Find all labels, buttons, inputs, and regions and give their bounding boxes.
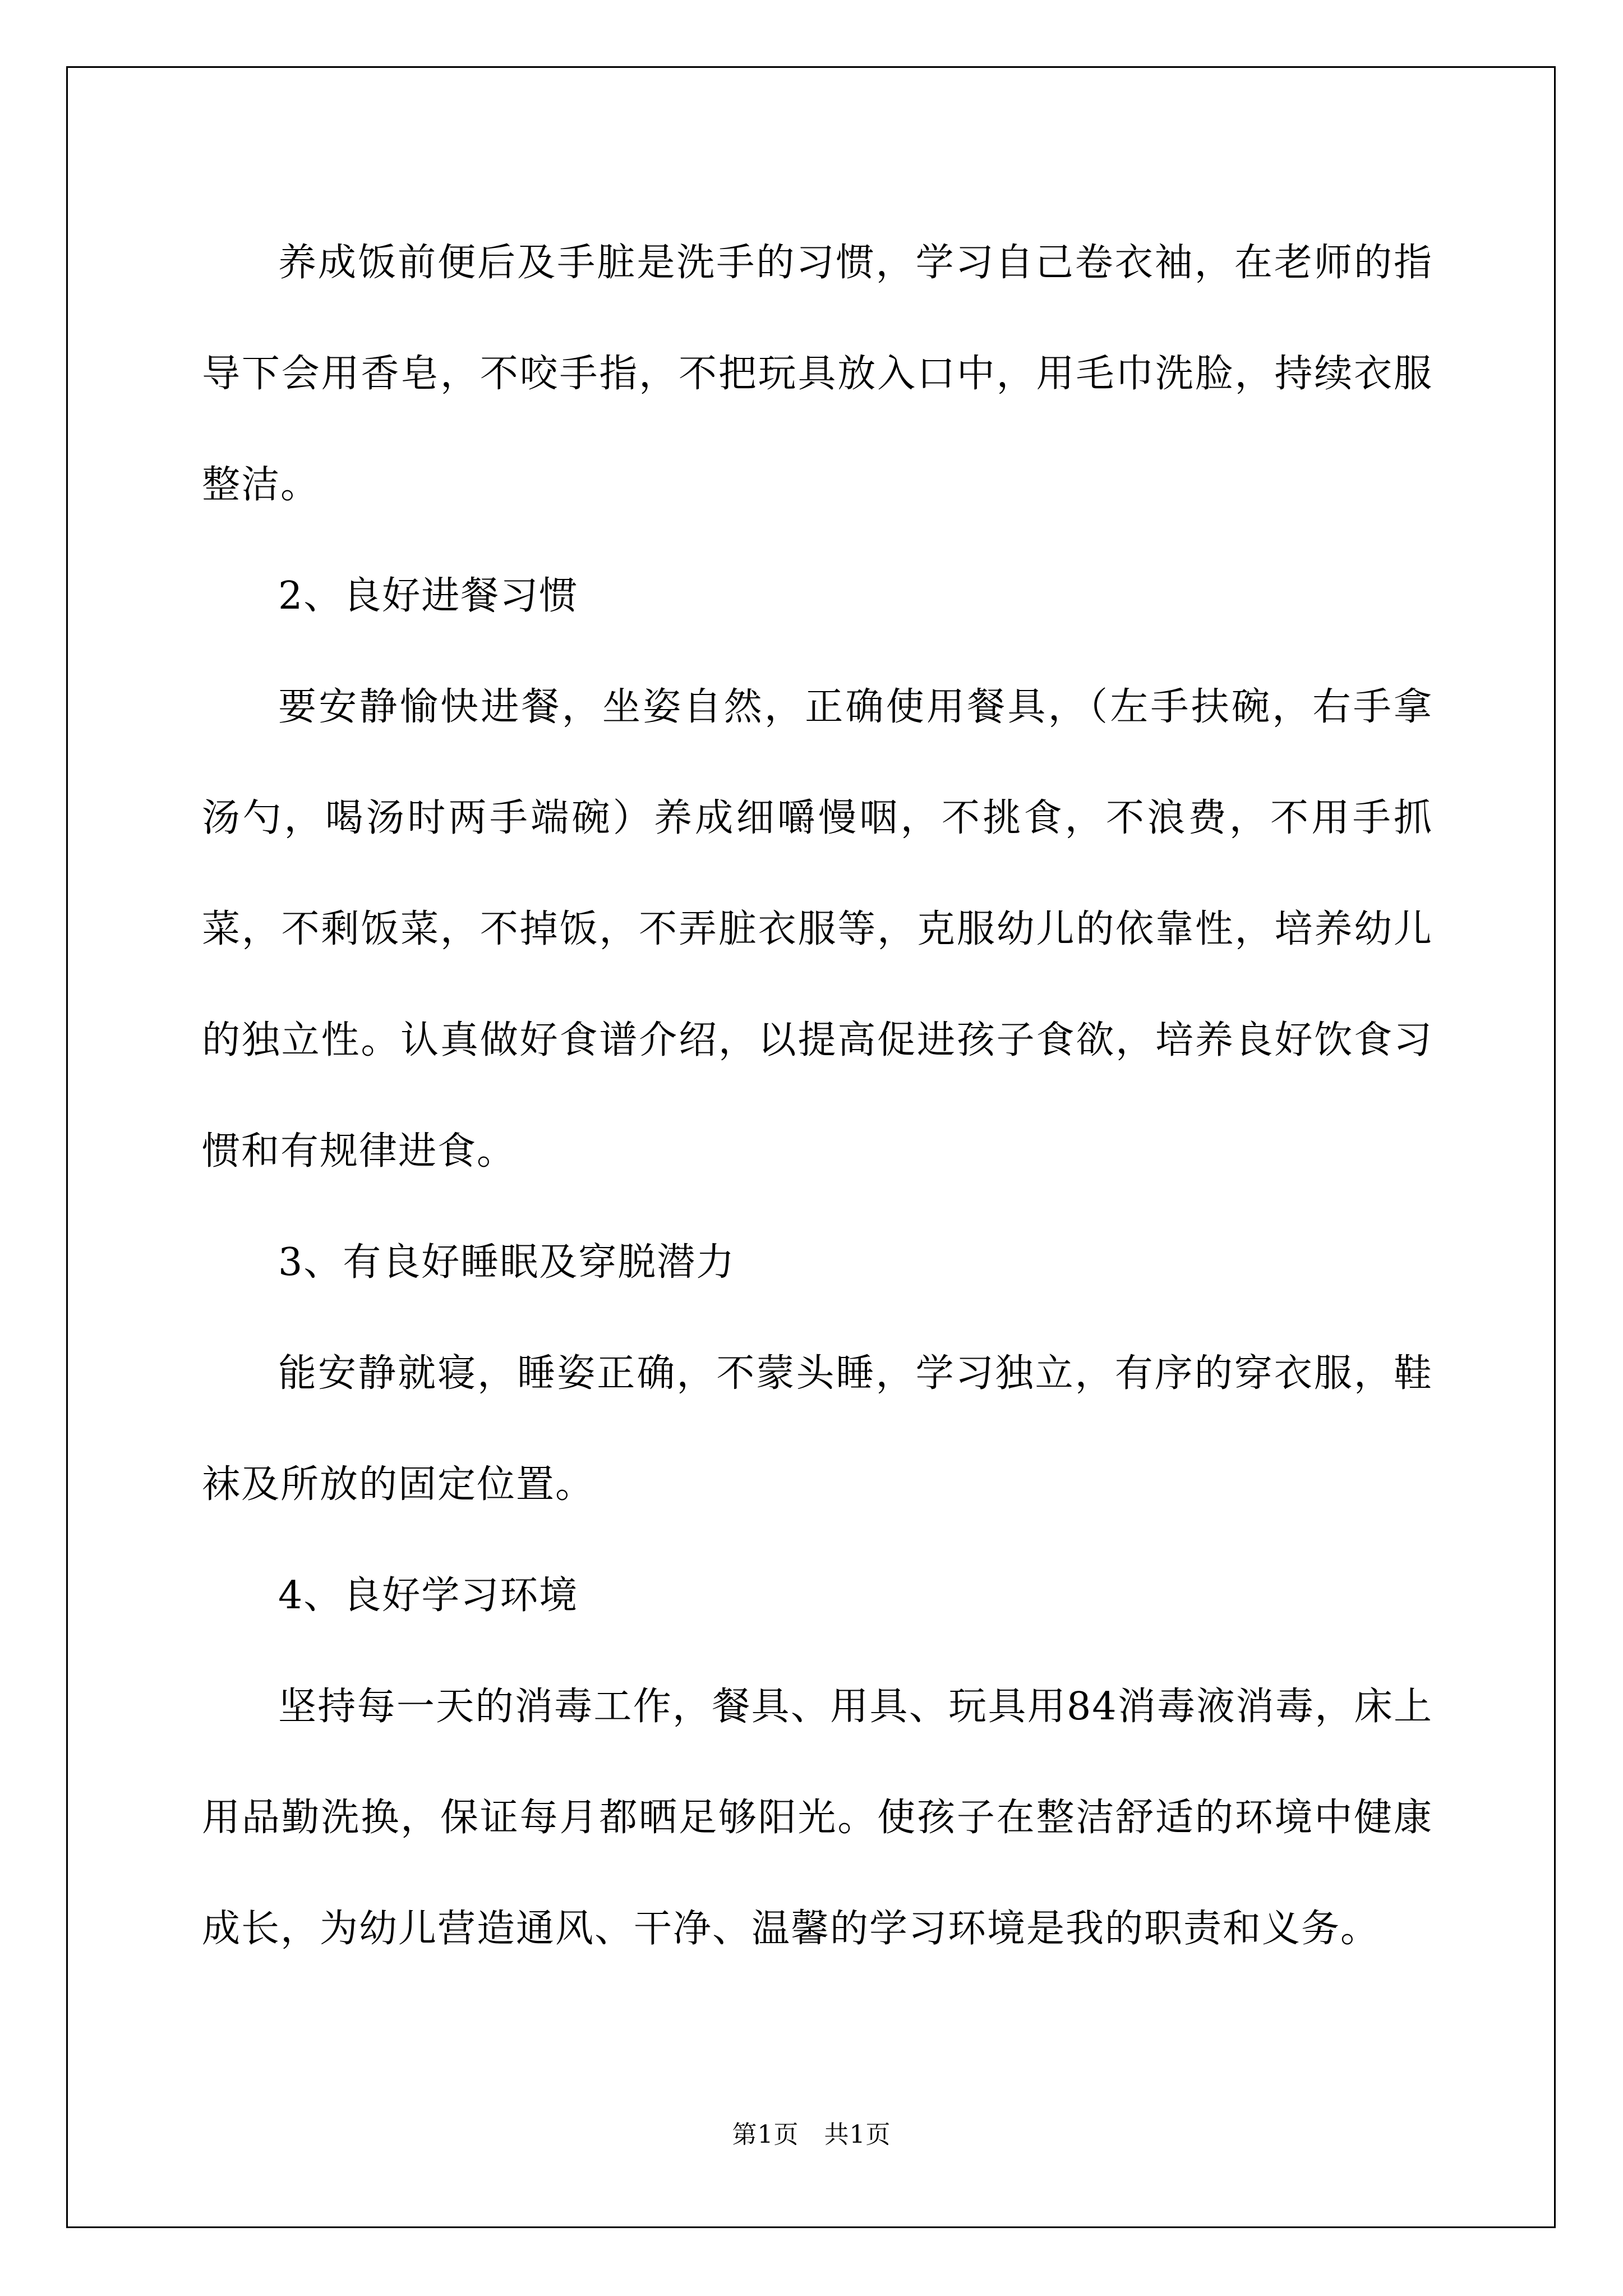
page-footer-number: 第1页 共1页: [732, 2120, 891, 2149]
heading-learning-environment: 4、良好学习环境: [278, 1573, 579, 1618]
document-body: [202, 208, 1433, 1985]
paragraph-learning-environment: 坚持每一天的消毒工作，餐具、用具、玩具用84消毒液消毒，床上用品勤洗换，保证每月都晒足够阳光。使孩子在整洁舒适的环境中健康成长，为幼儿营造通风、干净、温馨的学习环境是我的职责和义务。: [202, 1685, 1433, 1951]
paragraph-hygiene-habits: 养成饭前便后及手脏是洗手的习惯，学习自己卷衣袖，在老师的指导下会用香皂，不咬手指，不把玩具放入口中，用毛巾洗脸，持续衣服整洁。: [202, 241, 1433, 507]
heading-sleep-dressing: 3、有良好睡眠及穿脱潜力: [278, 1240, 736, 1285]
heading-eating-habits: 2、良好进餐习惯: [278, 574, 579, 618]
paragraph-sleep-dressing: 能安静就寝，睡姿正确，不蒙头睡，学习独立，有序的穿衣服，鞋袜及所放的固定位置。: [202, 1351, 1433, 1507]
paragraph-eating-habits: 要安静愉快进餐，坐姿自然，正确使用餐具，（左手扶碗，右手拿汤勺，喝汤时两手端碗）养成细嚼慢咽，不挑食，不浪费，不用手抓菜，不剩饭菜，不掉饭，不弄脏衣服等，克服幼儿的依靠性，培养幼儿的独立性。认真做好食谱介绍，以提高促进孩子食欲，培养良好饮食习惯和有规律进食。: [202, 685, 1433, 1174]
